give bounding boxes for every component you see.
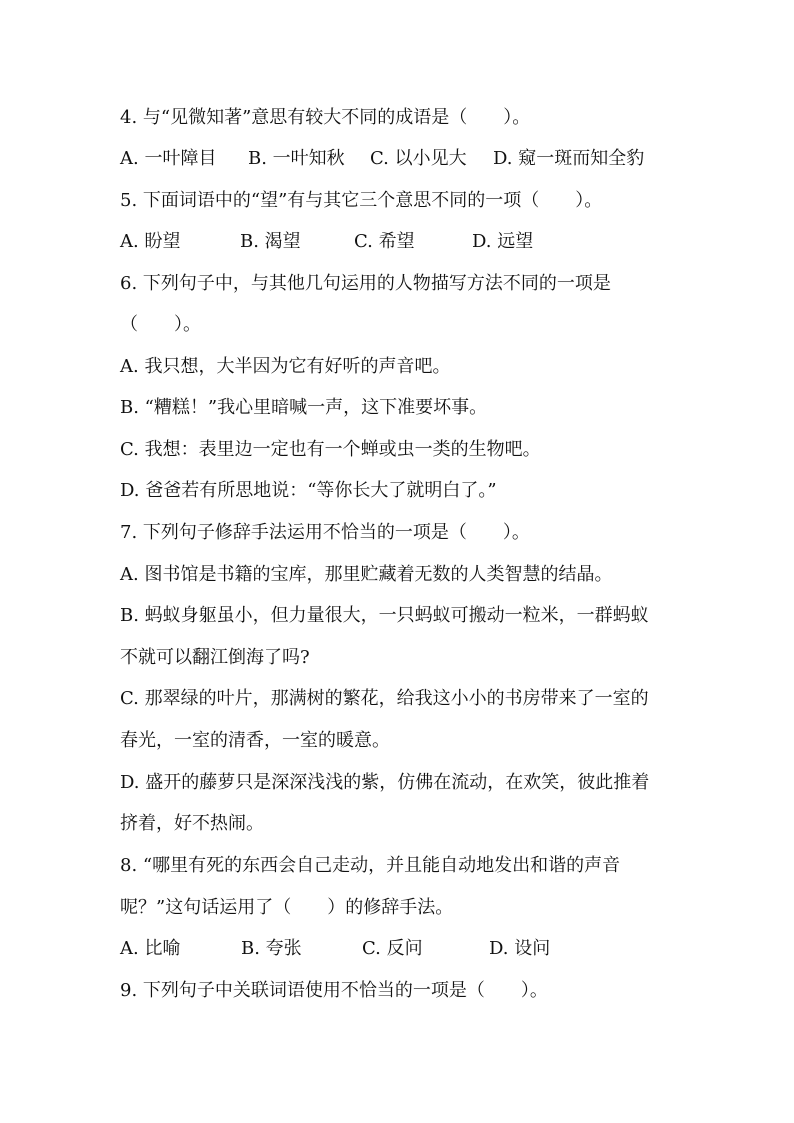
q6-option-a: A. 我只想，大半因为它有好听的声音吧。: [120, 356, 451, 377]
q6-stem-line1: 6. 下列句子中，与其他几句运用的人物描写方法不同的一项是: [120, 273, 611, 294]
q9-stem: 9. 下列句子中关联词语使用不恰当的一项是（ ）。: [120, 980, 548, 1001]
q5-option-a: A. 盼望: [120, 231, 181, 252]
q6-option-d: D. 爸爸若有所思地说：“等你长大了就明白了。”: [120, 480, 497, 501]
q6-option-b: B. “糟糕！”我心里暗喊一声，这下准要坏事。: [120, 397, 488, 418]
q7-option-a: A. 图书馆是书籍的宝库，那里贮藏着无数的人类智慧的结晶。: [120, 564, 613, 585]
q8-stem-line2: 呢？”这句话运用了（ ）的修辞手法。: [120, 897, 454, 918]
q8-option-a: A. 比喻: [120, 938, 181, 959]
q7-option-c-line1: C. 那翠绿的叶片，那满树的繁花，给我这小小的书房带来了一室的: [120, 688, 649, 709]
q8-option-c: C. 反问: [362, 938, 423, 959]
q7-option-b-line2: 不就可以翻江倒海了吗?: [120, 647, 310, 668]
q6-stem-line2: （ ）。: [120, 314, 201, 335]
q8-option-b: B. 夸张: [241, 938, 302, 959]
q8-stem-line1: 8. “哪里有死的东西会自己走动，并且能自动地发出和谐的声音: [120, 855, 621, 876]
q7-option-d-line1: D. 盛开的藤萝只是深深浅浅的紫，仿佛在流动，在欢笑，彼此推着: [120, 772, 650, 793]
q5-option-b: B. 渴望: [240, 231, 301, 252]
q7-stem: 7. 下列句子修辞手法运用不恰当的一项是（ ）。: [120, 522, 530, 543]
q5-option-c: C. 希望: [354, 231, 415, 252]
q7-option-d-line2: 挤着，好不热闹。: [120, 813, 264, 834]
q5-stem: 5. 下面词语中的“望”有与其它三个意思不同的一项（ ）。: [120, 190, 603, 211]
q4-stem: 4. 与“见微知著”意思有较大不同的成语是（ ）。: [120, 107, 531, 128]
q4-option-d: D. 窥一斑而知全豹: [493, 148, 645, 169]
q5-option-d: D. 远望: [472, 231, 534, 252]
q7-option-c-line2: 春光，一室的清香，一室的暖意。: [120, 730, 390, 751]
q6-option-c: C. 我想：表里边一定也有一个蝉或虫一类的生物吧。: [120, 439, 541, 460]
q4-option-c: C. 以小见大: [370, 148, 467, 169]
q7-option-b-line1: B. 蚂蚁身躯虽小，但力量很大，一只蚂蚁可搬动一粒米，一群蚂蚁: [120, 605, 649, 626]
q4-option-b: B. 一叶知秋: [248, 148, 345, 169]
q4-option-a: A. 一叶障目: [120, 148, 217, 169]
q8-option-d: D. 设问: [489, 938, 551, 959]
